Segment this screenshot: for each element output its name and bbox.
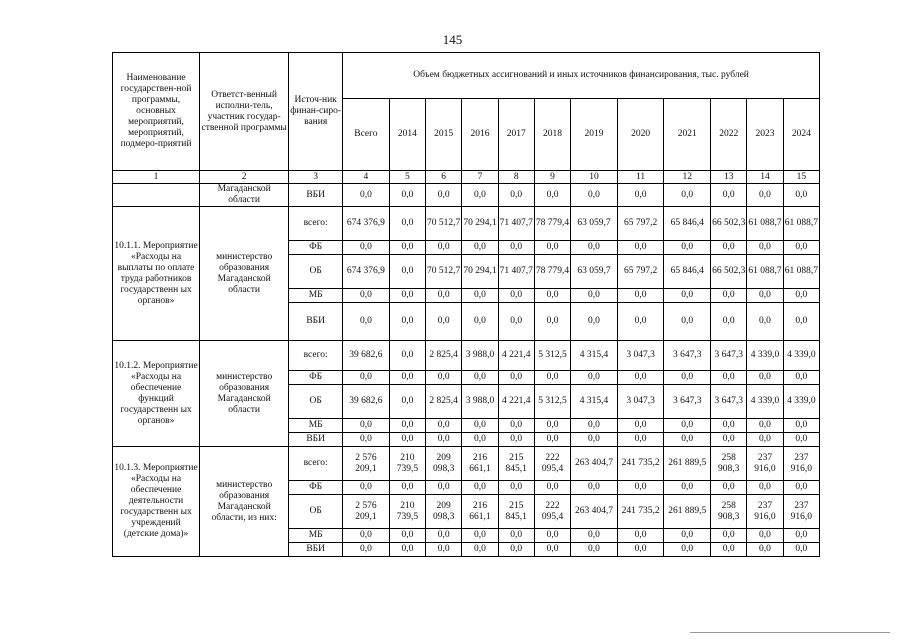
value-cell: 0,0 bbox=[389, 303, 425, 341]
value-cell: 0,0 bbox=[711, 241, 747, 255]
value-cell: 0,0 bbox=[747, 303, 783, 341]
header-name: Наименование государствен-ной программы, основных мероприятий, мероприятий, подмеро-приятий bbox=[113, 53, 200, 171]
value-cell: 0,0 bbox=[498, 241, 534, 255]
value-cell: 0,0 bbox=[462, 303, 498, 341]
value-cell: 3 047,3 bbox=[617, 385, 664, 419]
value-cell: 65 797,2 bbox=[617, 207, 664, 241]
header-year: 2023 bbox=[747, 99, 783, 171]
source-cell: ФБ bbox=[289, 481, 343, 495]
value-cell: 0,0 bbox=[617, 303, 664, 341]
column-number: 11 bbox=[617, 171, 664, 184]
header-year: 2019 bbox=[571, 99, 618, 171]
total-cell: 674 376,9 bbox=[343, 207, 390, 241]
value-cell: 2 825,4 bbox=[426, 341, 462, 371]
column-number: 15 bbox=[783, 171, 819, 184]
value-cell: 0,0 bbox=[498, 543, 534, 557]
value-cell: 0,0 bbox=[664, 241, 711, 255]
value-cell: 0,0 bbox=[783, 433, 819, 447]
value-cell: 0,0 bbox=[389, 241, 425, 255]
value-cell: 0,0 bbox=[426, 419, 462, 433]
value-cell: 261 889,5 bbox=[664, 495, 711, 529]
column-number: 6 bbox=[426, 171, 462, 184]
value-cell: 0,0 bbox=[534, 184, 570, 207]
source-cell: ВБИ bbox=[289, 184, 343, 207]
value-cell: 0,0 bbox=[389, 341, 425, 371]
value-cell: 258 908,3 bbox=[711, 447, 747, 481]
executor-cell: министерство образования Магаданской области, из них: bbox=[200, 447, 289, 557]
value-cell: 4 315,4 bbox=[571, 341, 618, 371]
table-row bbox=[113, 341, 820, 371]
source-cell: ФБ bbox=[289, 371, 343, 385]
value-cell: 66 502,3 bbox=[711, 255, 747, 289]
source-cell: ОБ bbox=[289, 255, 343, 289]
value-cell: 222 095,4 bbox=[534, 495, 570, 529]
value-cell: 0,0 bbox=[711, 529, 747, 543]
scan-artifact-line bbox=[690, 632, 890, 633]
column-number: 8 bbox=[498, 171, 534, 184]
value-cell: 0,0 bbox=[664, 371, 711, 385]
header-year: 2016 bbox=[462, 99, 498, 171]
value-cell: 258 908,3 bbox=[711, 495, 747, 529]
value-cell: 0,0 bbox=[711, 481, 747, 495]
value-cell: 0,0 bbox=[426, 529, 462, 543]
value-cell: 0,0 bbox=[534, 529, 570, 543]
value-cell: 5 312,5 bbox=[534, 341, 570, 371]
value-cell: 0,0 bbox=[747, 184, 783, 207]
value-cell: 0,0 bbox=[462, 184, 498, 207]
value-cell: 0,0 bbox=[426, 481, 462, 495]
value-cell: 0,0 bbox=[462, 433, 498, 447]
value-cell: 70 294,1 bbox=[462, 255, 498, 289]
value-cell: 0,0 bbox=[664, 184, 711, 207]
value-cell: 0,0 bbox=[426, 184, 462, 207]
value-cell: 0,0 bbox=[617, 241, 664, 255]
value-cell: 0,0 bbox=[426, 241, 462, 255]
value-cell: 0,0 bbox=[426, 371, 462, 385]
value-cell: 0,0 bbox=[783, 371, 819, 385]
value-cell: 0,0 bbox=[534, 241, 570, 255]
value-cell: 0,0 bbox=[462, 419, 498, 433]
total-cell: 2 576 209,1 bbox=[343, 447, 390, 481]
value-cell: 0,0 bbox=[571, 289, 618, 303]
value-cell: 0,0 bbox=[617, 481, 664, 495]
value-cell: 3 647,3 bbox=[711, 341, 747, 371]
header-year: 2014 bbox=[389, 99, 425, 171]
value-cell: 0,0 bbox=[389, 255, 425, 289]
value-cell: 0,0 bbox=[617, 371, 664, 385]
header-year: 2022 bbox=[711, 99, 747, 171]
table-row bbox=[113, 447, 820, 481]
table-row bbox=[113, 207, 820, 241]
header-year: 2020 bbox=[617, 99, 664, 171]
value-cell: 61 088,7 bbox=[783, 255, 819, 289]
value-cell: 222 095,4 bbox=[534, 447, 570, 481]
source-cell: всего: bbox=[289, 207, 343, 241]
value-cell: 0,0 bbox=[711, 543, 747, 557]
value-cell: 3 047,3 bbox=[617, 341, 664, 371]
value-cell: 4 221,4 bbox=[498, 385, 534, 419]
value-cell: 0,0 bbox=[389, 385, 425, 419]
column-number: 7 bbox=[462, 171, 498, 184]
value-cell: 0,0 bbox=[534, 289, 570, 303]
value-cell: 0,0 bbox=[389, 529, 425, 543]
value-cell: 0,0 bbox=[664, 289, 711, 303]
value-cell: 210 739,5 bbox=[389, 495, 425, 529]
value-cell: 0,0 bbox=[462, 529, 498, 543]
column-number: 10 bbox=[571, 171, 618, 184]
executor-cell: министерство образования Магаданской области bbox=[200, 341, 289, 447]
value-cell: 65 846,4 bbox=[664, 255, 711, 289]
value-cell: 0,0 bbox=[617, 289, 664, 303]
value-cell: 4 339,0 bbox=[783, 385, 819, 419]
source-cell: МБ bbox=[289, 289, 343, 303]
value-cell: 0,0 bbox=[664, 433, 711, 447]
total-cell: 0,0 bbox=[343, 289, 390, 303]
value-cell: 70 512,7 bbox=[426, 207, 462, 241]
value-cell: 0,0 bbox=[389, 481, 425, 495]
value-cell: 61 088,7 bbox=[747, 255, 783, 289]
value-cell: 0,0 bbox=[389, 289, 425, 303]
column-number: 14 bbox=[747, 171, 783, 184]
total-cell: 0,0 bbox=[343, 481, 390, 495]
value-cell: 0,0 bbox=[389, 207, 425, 241]
total-cell: 0,0 bbox=[343, 303, 390, 341]
value-cell: 0,0 bbox=[664, 419, 711, 433]
value-cell: 237 916,0 bbox=[783, 447, 819, 481]
value-cell: 3 647,3 bbox=[664, 341, 711, 371]
value-cell: 0,0 bbox=[571, 543, 618, 557]
value-cell: 237 916,0 bbox=[747, 495, 783, 529]
value-cell: 0,0 bbox=[783, 241, 819, 255]
column-number: 2 bbox=[200, 171, 289, 184]
column-number: 1 bbox=[113, 171, 200, 184]
value-cell: 0,0 bbox=[617, 419, 664, 433]
value-cell: 237 916,0 bbox=[783, 495, 819, 529]
value-cell: 0,0 bbox=[747, 543, 783, 557]
total-cell: 0,0 bbox=[343, 543, 390, 557]
value-cell: 216 661,1 bbox=[462, 447, 498, 481]
value-cell: 0,0 bbox=[664, 529, 711, 543]
value-cell: 0,0 bbox=[389, 543, 425, 557]
header-year: 2018 bbox=[534, 99, 570, 171]
source-cell: ОБ bbox=[289, 385, 343, 419]
value-cell: 0,0 bbox=[498, 289, 534, 303]
value-cell: 0,0 bbox=[747, 241, 783, 255]
value-cell: 0,0 bbox=[711, 289, 747, 303]
value-cell: 241 735,2 bbox=[617, 495, 664, 529]
header-year: 2017 bbox=[498, 99, 534, 171]
executor-cell: министерство образования Магаданской области bbox=[200, 207, 289, 341]
header-volume: Объем бюджетных ассигнований и иных источников финансирования, тыс. рублей bbox=[343, 53, 820, 99]
source-cell: ВБИ bbox=[289, 433, 343, 447]
value-cell: 0,0 bbox=[783, 419, 819, 433]
value-cell: 209 098,3 bbox=[426, 447, 462, 481]
value-cell: 0,0 bbox=[747, 433, 783, 447]
value-cell: 0,0 bbox=[571, 481, 618, 495]
value-cell: 0,0 bbox=[571, 241, 618, 255]
value-cell: 0,0 bbox=[747, 289, 783, 303]
value-cell: 0,0 bbox=[498, 419, 534, 433]
value-cell: 5 312,5 bbox=[534, 385, 570, 419]
value-cell: 0,0 bbox=[534, 419, 570, 433]
value-cell: 0,0 bbox=[783, 289, 819, 303]
total-cell: 0,0 bbox=[343, 241, 390, 255]
value-cell: 0,0 bbox=[389, 433, 425, 447]
total-cell: 39 682,6 bbox=[343, 341, 390, 371]
value-cell: 3 988,0 bbox=[462, 385, 498, 419]
activity-name-cell: 10.1.3. Мероприятие «Расходы на обеспечение деятельности государственн ых учреждений (детские дома)» bbox=[113, 447, 200, 557]
value-cell: 3 988,0 bbox=[462, 341, 498, 371]
value-cell: 0,0 bbox=[571, 303, 618, 341]
value-cell: 0,0 bbox=[747, 529, 783, 543]
value-cell: 210 739,5 bbox=[389, 447, 425, 481]
header-year: 2015 bbox=[426, 99, 462, 171]
value-cell: 71 407,7 bbox=[498, 255, 534, 289]
total-cell: 2 576 209,1 bbox=[343, 495, 390, 529]
value-cell: 0,0 bbox=[498, 481, 534, 495]
executor-cell: Магаданской области bbox=[200, 184, 289, 207]
table-row bbox=[113, 184, 820, 207]
source-cell: МБ bbox=[289, 419, 343, 433]
source-cell: всего: bbox=[289, 341, 343, 371]
total-cell: 0,0 bbox=[343, 419, 390, 433]
value-cell: 0,0 bbox=[664, 303, 711, 341]
value-cell: 0,0 bbox=[426, 289, 462, 303]
value-cell: 0,0 bbox=[462, 371, 498, 385]
value-cell: 0,0 bbox=[498, 303, 534, 341]
value-cell: 0,0 bbox=[571, 433, 618, 447]
value-cell: 63 059,7 bbox=[571, 207, 618, 241]
column-number: 3 bbox=[289, 171, 343, 184]
value-cell: 0,0 bbox=[711, 419, 747, 433]
source-cell: ОБ bbox=[289, 495, 343, 529]
total-cell: 39 682,6 bbox=[343, 385, 390, 419]
value-cell: 65 846,4 bbox=[664, 207, 711, 241]
value-cell: 215 845,1 bbox=[498, 495, 534, 529]
header-total: Всего bbox=[343, 99, 390, 171]
column-number: 13 bbox=[711, 171, 747, 184]
value-cell: 0,0 bbox=[462, 543, 498, 557]
value-cell: 0,0 bbox=[783, 543, 819, 557]
value-cell: 0,0 bbox=[571, 371, 618, 385]
page-number: 145 bbox=[442, 32, 463, 47]
value-cell: 241 735,2 bbox=[617, 447, 664, 481]
value-cell: 0,0 bbox=[498, 371, 534, 385]
value-cell: 71 407,7 bbox=[498, 207, 534, 241]
value-cell: 4 339,0 bbox=[747, 385, 783, 419]
value-cell: 0,0 bbox=[534, 303, 570, 341]
column-number: 5 bbox=[389, 171, 425, 184]
value-cell: 0,0 bbox=[462, 481, 498, 495]
value-cell: 78 779,4 bbox=[534, 255, 570, 289]
value-cell: 0,0 bbox=[534, 543, 570, 557]
value-cell: 0,0 bbox=[783, 184, 819, 207]
value-cell: 0,0 bbox=[534, 481, 570, 495]
value-cell: 4 339,0 bbox=[747, 341, 783, 371]
value-cell: 0,0 bbox=[571, 184, 618, 207]
column-number: 12 bbox=[664, 171, 711, 184]
value-cell: 4 221,4 bbox=[498, 341, 534, 371]
value-cell: 70 294,1 bbox=[462, 207, 498, 241]
column-number: 4 bbox=[343, 171, 390, 184]
value-cell: 0,0 bbox=[664, 543, 711, 557]
value-cell: 0,0 bbox=[711, 433, 747, 447]
value-cell: 263 404,7 bbox=[571, 447, 618, 481]
value-cell: 0,0 bbox=[711, 184, 747, 207]
value-cell: 216 661,1 bbox=[462, 495, 498, 529]
value-cell: 215 845,1 bbox=[498, 447, 534, 481]
value-cell: 0,0 bbox=[783, 481, 819, 495]
activity-name-cell: 10.1.1. Мероприятие «Расходы на выплаты по оплате труда работников государственн ых органов» bbox=[113, 207, 200, 341]
value-cell: 0,0 bbox=[426, 433, 462, 447]
empty-cell bbox=[113, 184, 200, 207]
total-cell: 0,0 bbox=[343, 529, 390, 543]
value-cell: 0,0 bbox=[534, 433, 570, 447]
total-cell: 674 376,9 bbox=[343, 255, 390, 289]
header-executor: Ответст-венный исполни-тель, участник государ-ственной программы bbox=[200, 53, 289, 171]
value-cell: 0,0 bbox=[783, 303, 819, 341]
value-cell: 0,0 bbox=[534, 371, 570, 385]
value-cell: 66 502,3 bbox=[711, 207, 747, 241]
value-cell: 0,0 bbox=[711, 303, 747, 341]
value-cell: 0,0 bbox=[426, 303, 462, 341]
value-cell: 0,0 bbox=[571, 419, 618, 433]
source-cell: ВБИ bbox=[289, 303, 343, 341]
activity-name-cell: 10.1.2. Мероприятие «Расходы на обеспечение функций государственн ых органов» bbox=[113, 341, 200, 447]
column-number: 9 bbox=[534, 171, 570, 184]
value-cell: 0,0 bbox=[426, 543, 462, 557]
value-cell: 263 404,7 bbox=[571, 495, 618, 529]
value-cell: 0,0 bbox=[571, 529, 618, 543]
value-cell: 0,0 bbox=[389, 419, 425, 433]
value-cell: 0,0 bbox=[711, 371, 747, 385]
value-cell: 0,0 bbox=[617, 433, 664, 447]
total-cell: 0,0 bbox=[343, 184, 390, 207]
budget-table bbox=[112, 52, 820, 557]
value-cell: 61 088,7 bbox=[747, 207, 783, 241]
value-cell: 0,0 bbox=[617, 543, 664, 557]
total-cell: 0,0 bbox=[343, 433, 390, 447]
source-cell: МБ bbox=[289, 529, 343, 543]
value-cell: 0,0 bbox=[498, 433, 534, 447]
value-cell: 0,0 bbox=[747, 371, 783, 385]
value-cell: 0,0 bbox=[498, 529, 534, 543]
value-cell: 0,0 bbox=[462, 289, 498, 303]
value-cell: 3 647,3 bbox=[711, 385, 747, 419]
value-cell: 261 889,5 bbox=[664, 447, 711, 481]
source-cell: ФБ bbox=[289, 241, 343, 255]
value-cell: 65 797,2 bbox=[617, 255, 664, 289]
value-cell: 0,0 bbox=[617, 529, 664, 543]
value-cell: 63 059,7 bbox=[571, 255, 618, 289]
value-cell: 209 098,3 bbox=[426, 495, 462, 529]
header-source: Источ-ник финан-сиро-вания bbox=[289, 53, 343, 171]
value-cell: 0,0 bbox=[498, 184, 534, 207]
value-cell: 237 916,0 bbox=[747, 447, 783, 481]
value-cell: 0,0 bbox=[389, 184, 425, 207]
column-number-row bbox=[113, 171, 820, 184]
header-year: 2024 bbox=[783, 99, 819, 171]
header-year: 2021 bbox=[664, 99, 711, 171]
source-cell: ВБИ bbox=[289, 543, 343, 557]
value-cell: 0,0 bbox=[783, 529, 819, 543]
value-cell: 0,0 bbox=[462, 241, 498, 255]
value-cell: 0,0 bbox=[664, 481, 711, 495]
source-cell: всего: bbox=[289, 447, 343, 481]
value-cell: 2 825,4 bbox=[426, 385, 462, 419]
value-cell: 78 779,4 bbox=[534, 207, 570, 241]
value-cell: 4 315,4 bbox=[571, 385, 618, 419]
value-cell: 0,0 bbox=[617, 184, 664, 207]
value-cell: 0,0 bbox=[747, 481, 783, 495]
total-cell: 0,0 bbox=[343, 371, 390, 385]
value-cell: 0,0 bbox=[389, 371, 425, 385]
value-cell: 4 339,0 bbox=[783, 341, 819, 371]
value-cell: 3 647,3 bbox=[664, 385, 711, 419]
value-cell: 0,0 bbox=[747, 419, 783, 433]
value-cell: 70 512,7 bbox=[426, 255, 462, 289]
value-cell: 61 088,7 bbox=[783, 207, 819, 241]
